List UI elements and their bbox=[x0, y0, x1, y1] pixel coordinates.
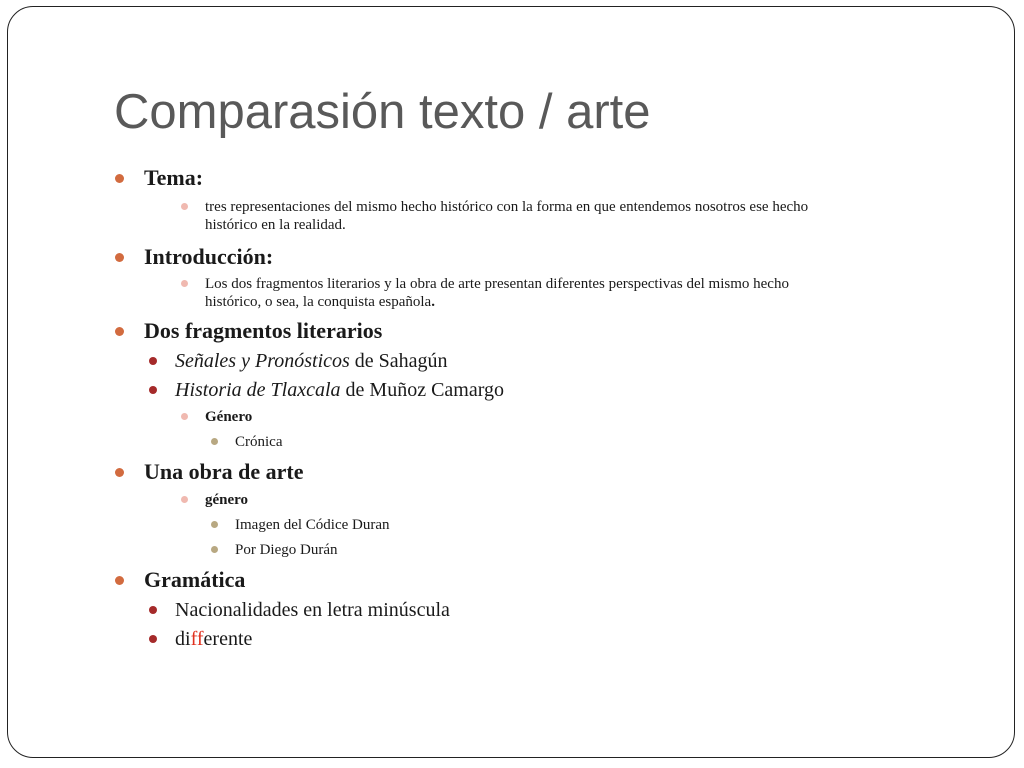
fragmentos-item-2 bbox=[175, 378, 504, 402]
obra-item-1-text: Imagen del Códice Duran bbox=[235, 517, 390, 533]
bullet-dot-icon bbox=[211, 438, 218, 445]
bullet-gramatica bbox=[144, 567, 245, 593]
tema-text-line1: tres representaciones del mismo hecho histórico con la forma en que entendemos nosotros ese hecho bbox=[205, 199, 809, 215]
obra-genero-label: género bbox=[205, 492, 249, 508]
gramatica-item-2 bbox=[175, 627, 252, 651]
bullet-dot-icon bbox=[149, 357, 157, 365]
bullet-dot-icon bbox=[211, 521, 218, 528]
bullet-dot-icon bbox=[115, 327, 124, 336]
bullet-dot-icon bbox=[181, 203, 188, 210]
bullet-dot-icon bbox=[115, 253, 124, 262]
bullet-fragmentos bbox=[144, 318, 382, 344]
gramatica-item-1 bbox=[175, 598, 450, 622]
fragmentos-genero-label: Género bbox=[205, 409, 253, 425]
tema-heading: Tema: bbox=[144, 165, 204, 190]
fragmento-2-title: Historia de Tlaxcala bbox=[175, 379, 341, 401]
gramatica-item-2-prefix: di bbox=[175, 628, 191, 650]
fragmento-2-author: de Muñoz Camargo bbox=[340, 379, 505, 401]
obra-heading: Una obra de arte bbox=[144, 459, 304, 484]
bullet-dot-icon bbox=[115, 174, 124, 183]
obra-item-2 bbox=[235, 541, 337, 559]
fragmentos-item-1 bbox=[175, 349, 448, 373]
obra-item-1 bbox=[235, 516, 390, 534]
fragmentos-genero-value bbox=[235, 433, 282, 451]
bullet-dot-icon bbox=[115, 576, 124, 585]
fragmento-1-author: de Sahagún bbox=[349, 350, 448, 372]
fragmentos-genero bbox=[205, 408, 252, 426]
introduccion-heading: Introducción: bbox=[144, 244, 274, 269]
gramatica-item-2-highlight: ff bbox=[190, 628, 204, 650]
tema-text-line2: histórico en la realidad. bbox=[205, 217, 346, 233]
gramatica-heading: Gramática bbox=[144, 567, 246, 592]
bullet-dot-icon bbox=[149, 386, 157, 394]
bullet-dot-icon bbox=[211, 546, 218, 553]
fragmentos-genero-text: Crónica bbox=[235, 434, 283, 450]
bullet-obra bbox=[144, 459, 303, 485]
obra-item-2-text: Por Diego Durán bbox=[235, 542, 338, 558]
introduccion-text-line1: Los dos fragmentos literarios y la obra de arte presentan diferentes perspectivas del mismo hecho bbox=[205, 276, 789, 292]
fragmento-1-title: Señales y Pronósticos bbox=[175, 350, 350, 372]
bullet-dot-icon bbox=[181, 280, 188, 287]
fragmentos-heading: Dos fragmentos literarios bbox=[144, 318, 383, 343]
bullet-tema bbox=[144, 165, 203, 191]
bullet-dot-icon bbox=[149, 606, 157, 614]
gramatica-item-2-suffix: erente bbox=[203, 628, 253, 650]
bullet-dot-icon bbox=[181, 413, 188, 420]
introduccion-text-line2: histórico, o sea, la conquista española bbox=[205, 294, 432, 310]
introduccion-text-line2-wrap bbox=[205, 293, 965, 311]
gramatica-item-1-text: Nacionalidades en letra minúscula bbox=[175, 599, 450, 621]
bullet-introduccion bbox=[144, 244, 273, 270]
bullet-dot-icon bbox=[181, 496, 188, 503]
introduccion-text-period: . bbox=[431, 294, 435, 310]
slide-title: Comparasión texto / arte bbox=[114, 85, 651, 139]
bullet-dot-icon bbox=[115, 468, 124, 477]
bullet-dot-icon bbox=[149, 635, 157, 643]
tema-text bbox=[205, 198, 965, 234]
obra-genero bbox=[205, 491, 248, 509]
introduccion-text bbox=[205, 275, 965, 311]
